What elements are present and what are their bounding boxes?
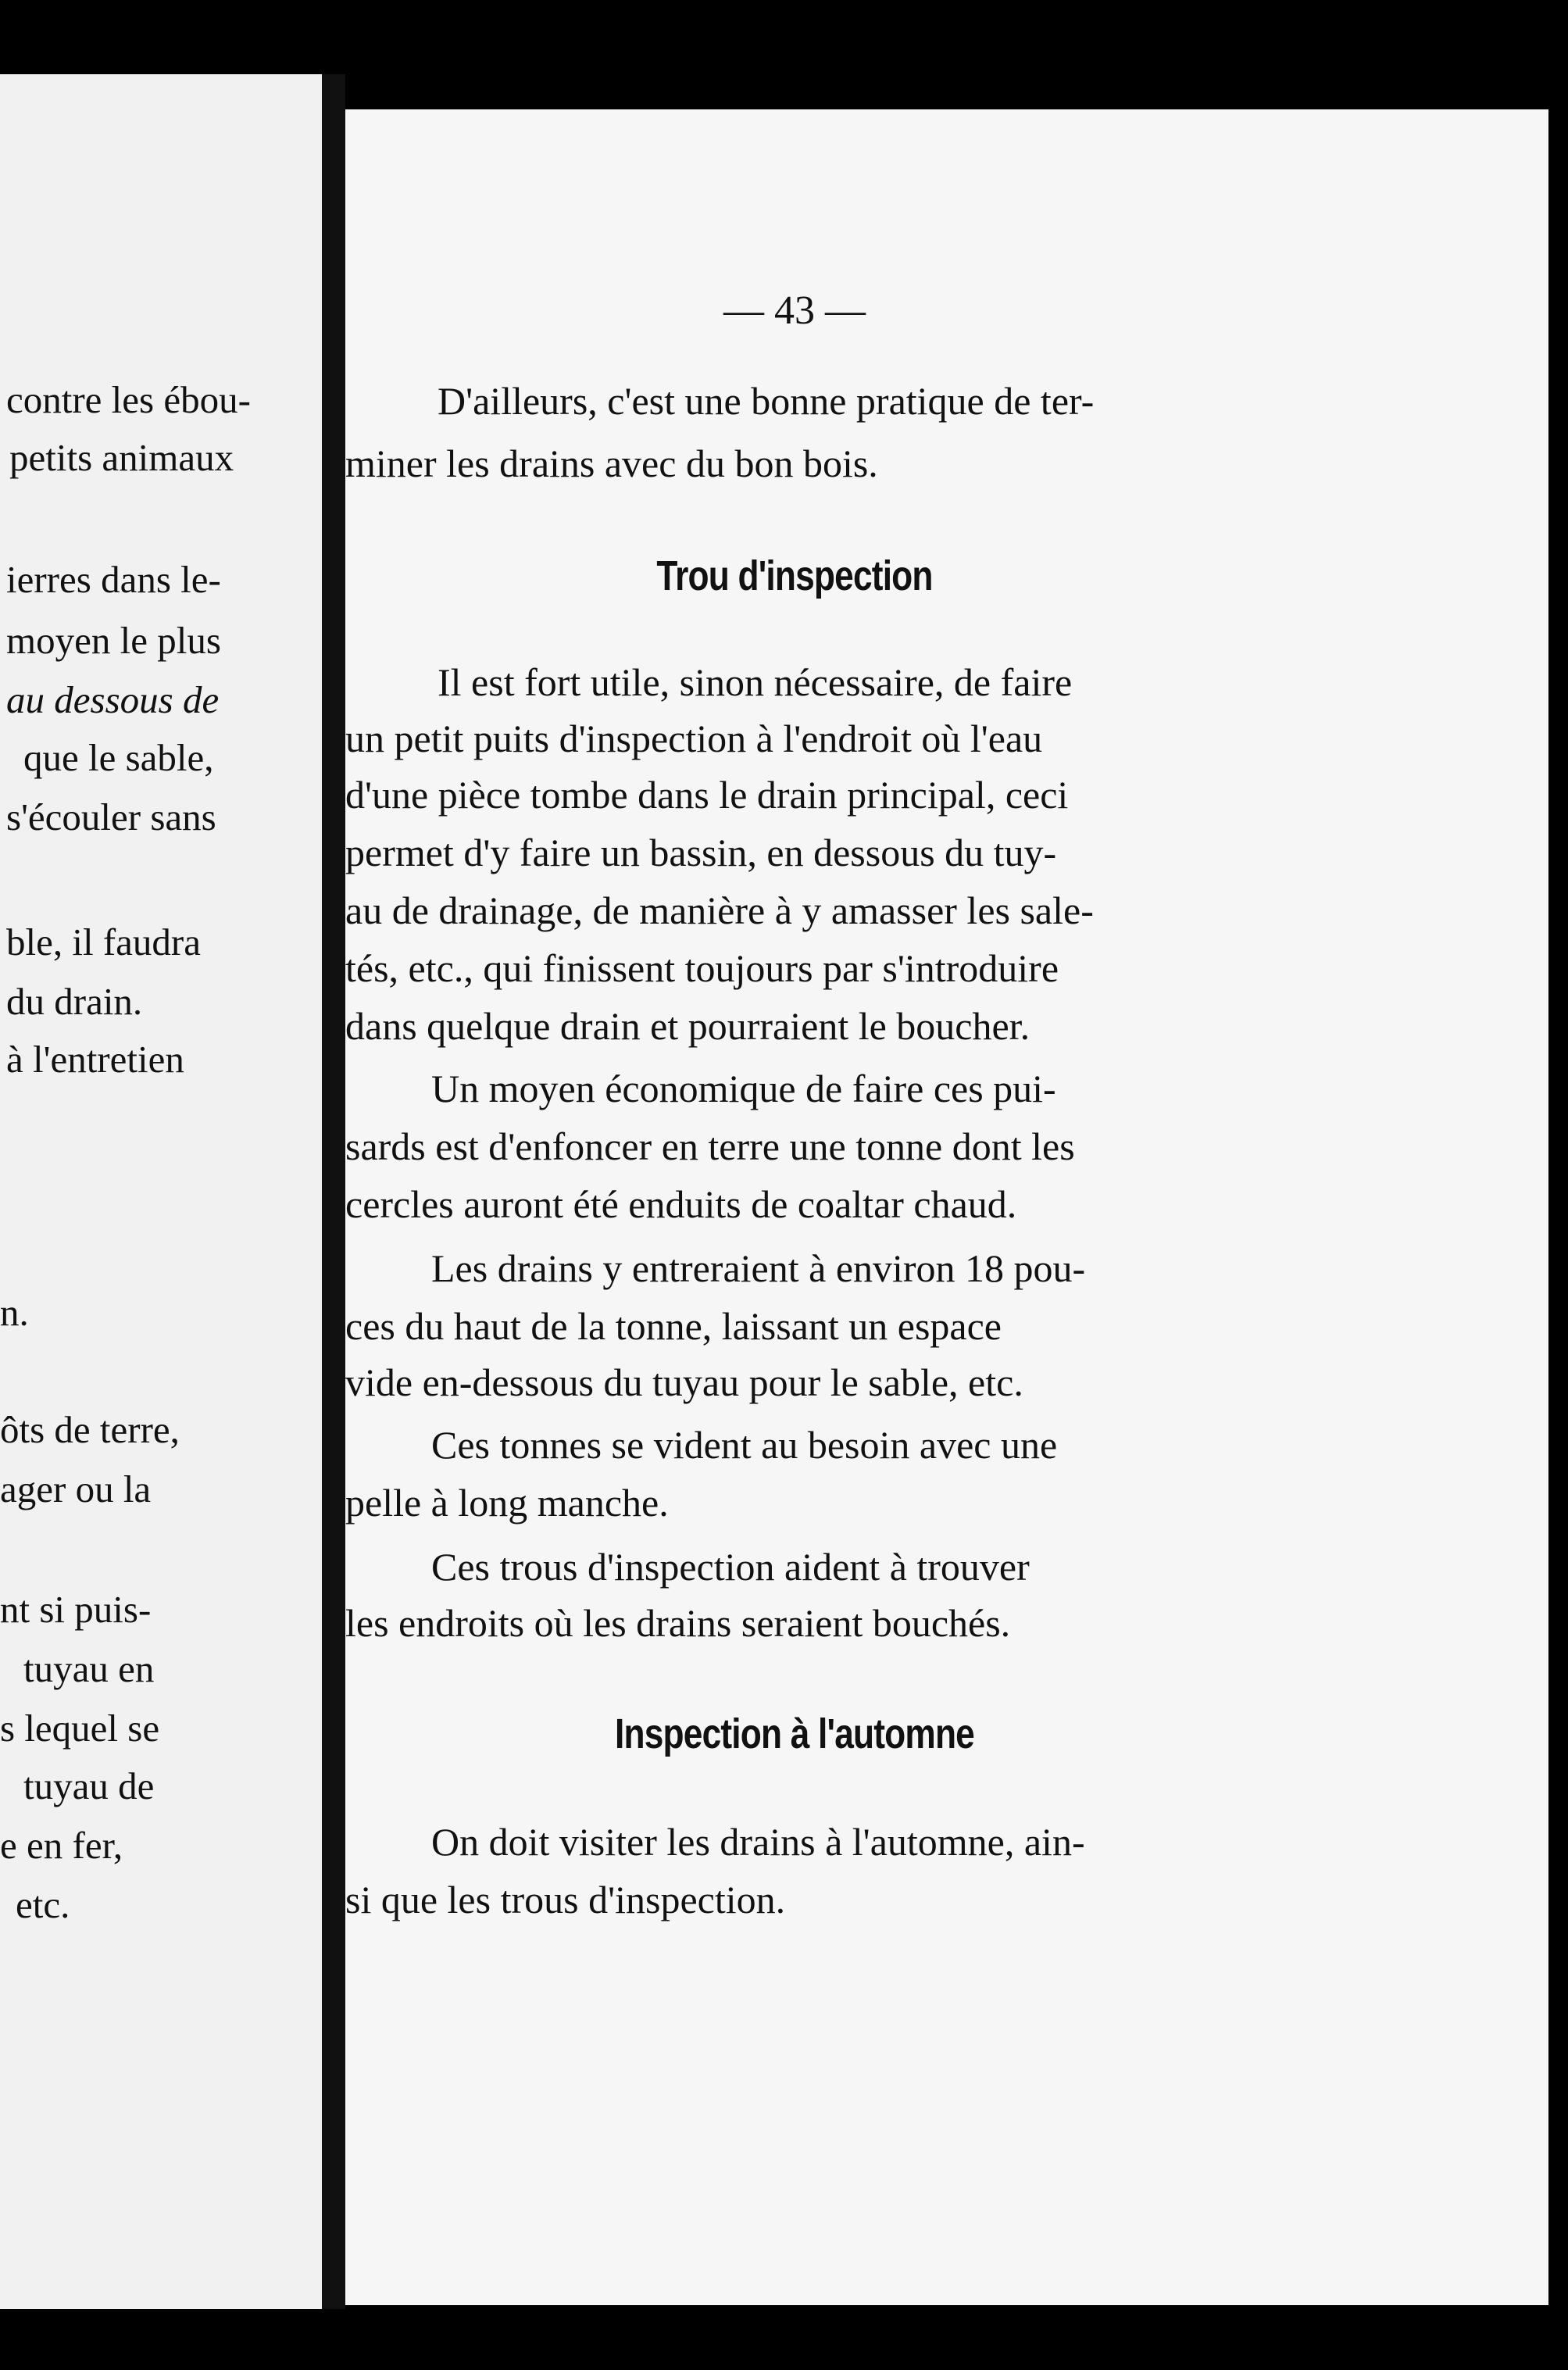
left-text-line: ble, il faudra xyxy=(6,920,201,963)
paragraph-line: les endroits où les drains seraient bouchés. xyxy=(345,1601,1011,1645)
left-text-line: s lequel se xyxy=(0,1707,160,1750)
paragraph-line: permet d'y faire un bassin, en dessous du tuy- xyxy=(345,831,1057,874)
right-page xyxy=(345,109,1548,2305)
left-text-line: n. xyxy=(0,1291,29,1334)
left-text-line: à l'entretien xyxy=(6,1038,184,1081)
paragraph-line: pelle à long manche. xyxy=(345,1481,669,1525)
paragraph-line: cercles auront été enduits de coaltar chaud. xyxy=(345,1182,1017,1226)
paragraph-line: On doit visiter les drains à l'automne, ain- xyxy=(431,1820,1085,1864)
left-text-line: tuyau en xyxy=(23,1647,155,1690)
scan-border-bottom xyxy=(0,2309,1568,2370)
paragraph-line: sards est d'enfoncer en terre une tonne dont les xyxy=(345,1124,1075,1168)
left-text-line: nt si puis- xyxy=(0,1588,152,1631)
left-text-line: ierres dans le- xyxy=(6,558,221,601)
section-heading: Inspection à l'automne xyxy=(615,1710,974,1757)
left-text-line: ôts de terre, xyxy=(0,1408,180,1451)
paragraph-line: Il est fort utile, sinon nécessaire, de faire xyxy=(438,660,1073,704)
left-text-line: moyen le plus xyxy=(6,619,221,662)
left-text-line: que le sable, xyxy=(23,736,214,779)
left-text-line: e en fer, xyxy=(0,1824,123,1867)
left-text-line: tuyau de xyxy=(23,1764,155,1807)
left-page xyxy=(0,74,322,2309)
section-heading: Trou d'inspection xyxy=(656,552,933,599)
left-text-line: ager ou la xyxy=(0,1467,152,1510)
left-text-line: contre les ébou- xyxy=(6,378,251,421)
left-text-line: petits animaux xyxy=(9,436,234,479)
left-text-line: du drain. xyxy=(6,980,143,1023)
paragraph-line: tés, etc., qui finissent toujours par s'introduire xyxy=(345,946,1059,990)
left-text-line: s'écouler sans xyxy=(6,795,216,838)
paragraph-line: Les drains y entreraient à environ 18 pou- xyxy=(431,1246,1086,1290)
paragraph-line: si que les trous d'inspection. xyxy=(345,1878,786,1921)
left-text-line: etc. xyxy=(16,1883,70,1926)
paragraph-line: Un moyen économique de faire ces pui- xyxy=(431,1067,1056,1110)
paragraph-line: d'une pièce tombe dans le drain principal, ceci xyxy=(345,773,1069,817)
paragraph-line: Ces trous d'inspection aident à trouver xyxy=(431,1545,1030,1589)
book-gutter xyxy=(322,74,345,2309)
left-text-line: au dessous de xyxy=(6,678,220,721)
paragraph-line: D'ailleurs, c'est une bonne pratique de ter- xyxy=(438,379,1095,423)
paragraph-line: ces du haut de la tonne, laissant un espace xyxy=(345,1304,1002,1348)
paragraph-line: un petit puits d'inspection à l'endroit où l'eau xyxy=(345,717,1043,760)
scan-border-right xyxy=(1548,109,1568,2305)
paragraph-line: dans quelque drain et pourraient le boucher. xyxy=(345,1004,1030,1048)
paragraph-line: miner les drains avec du bon bois. xyxy=(345,441,878,485)
paragraph-line: Ces tonnes se vident au besoin avec une xyxy=(431,1423,1058,1467)
paragraph-line: au de drainage, de manière à y amasser les sale- xyxy=(345,888,1094,932)
paragraph-line: vide en-dessous du tuyau pour le sable, etc. xyxy=(345,1360,1023,1404)
page-number: — 43 — xyxy=(723,288,866,333)
